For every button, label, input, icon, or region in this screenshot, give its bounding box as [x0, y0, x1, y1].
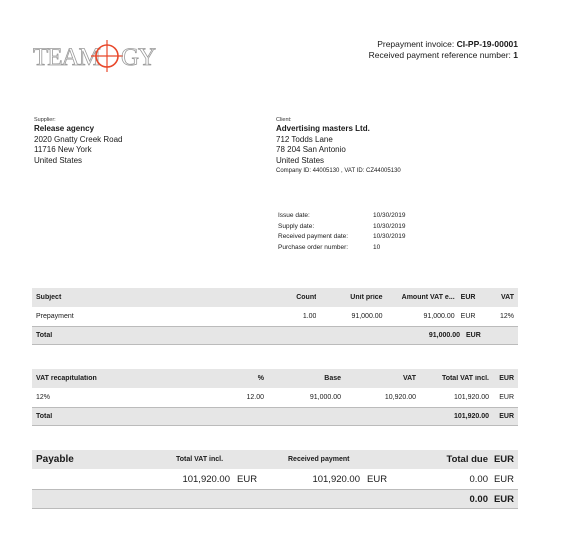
client-city: 78 204 San Antonio	[276, 145, 346, 154]
reference-number: 1	[513, 50, 518, 60]
payable-final-row	[32, 489, 518, 509]
col-subject: Subject	[36, 294, 62, 301]
supplier-block	[34, 116, 123, 166]
payable-header-row	[32, 450, 518, 469]
col-unit-price: Unit price	[350, 294, 383, 301]
vat-total-incl: 101,920.00	[453, 394, 489, 401]
client-street: 712 Todds Lane	[276, 134, 333, 144]
col-amount: Amount VAT e...	[401, 294, 455, 301]
final-due-value: 0.00	[469, 493, 488, 505]
col-vat-amount: VAT	[403, 375, 416, 382]
item-amount: 91,000.00	[423, 313, 455, 320]
col-percent: %	[257, 375, 264, 382]
vat-currency: EUR	[499, 394, 514, 401]
vat-total-currency: EUR	[499, 413, 514, 420]
col-base: Base	[324, 375, 341, 382]
items-table	[32, 288, 518, 345]
col-total-vat: Total VAT incl.	[441, 375, 489, 382]
reference-label: Received payment reference number:	[368, 50, 511, 60]
client-ids: Company ID: 44005130 , VAT ID: CZ44005130	[276, 168, 401, 174]
date-value: 10/30/2019	[373, 222, 406, 230]
items-total-row	[32, 326, 518, 345]
payable-table	[32, 450, 518, 509]
supplier-country: United States	[34, 155, 83, 165]
vat-percent: 12.00	[246, 394, 264, 401]
date-row	[278, 222, 406, 233]
supplier-street: 2020 Gnatty Creek Road	[34, 134, 123, 144]
client-name: Advertising masters Ltd.	[276, 124, 370, 133]
vat-total-amount: 101,920.00	[453, 413, 489, 420]
items-total-currency: EUR	[466, 332, 481, 339]
table-row	[32, 307, 518, 326]
items-total-label: Total	[36, 332, 53, 339]
col-payable-currency: EUR	[493, 454, 514, 465]
date-value: 10/30/2019	[373, 233, 406, 240]
company-logo	[33, 36, 163, 76]
payable-values-row	[32, 469, 518, 489]
logo-text-left: TEAM	[33, 44, 100, 71]
item-vat: 12%	[499, 313, 514, 320]
date-row	[278, 232, 406, 243]
invoice-header	[369, 39, 518, 61]
client-country: United States	[276, 155, 325, 165]
vat-header-row	[32, 369, 518, 388]
date-value: 10	[373, 243, 381, 251]
table-row	[32, 388, 518, 407]
payable-title: Payable	[36, 454, 74, 465]
logo-text-right: GY	[121, 44, 156, 71]
date-row	[278, 243, 406, 254]
received-payment-value: 101,920.00	[312, 473, 360, 485]
col-count: Count	[296, 294, 317, 301]
col-vat-currency: EUR	[499, 375, 514, 382]
received-payment-currency: EUR	[367, 473, 388, 485]
client-block	[276, 116, 401, 177]
col-payable-total-vat: Total VAT incl.	[176, 456, 224, 463]
col-currency: EUR	[460, 294, 476, 301]
vat-rate: 12%	[36, 394, 51, 401]
item-unit-price: 91,000.00	[351, 313, 383, 320]
vat-table	[32, 369, 518, 426]
final-due-currency: EUR	[493, 493, 514, 505]
item-count: 1.00	[302, 313, 317, 320]
col-received-payment: Received payment	[288, 456, 350, 463]
supplier-city: 11716 New York	[34, 145, 92, 154]
date-label: Received payment date:	[278, 233, 349, 240]
date-label: Supply date:	[278, 222, 315, 230]
col-vat: VAT	[501, 294, 514, 301]
client-caption: Client:	[276, 117, 292, 123]
col-total-due: Total due	[446, 454, 488, 465]
date-value: 10/30/2019	[373, 212, 406, 219]
reference-number-line	[369, 50, 518, 61]
total-due-value: 0.00	[469, 473, 488, 485]
date-label: Purchase order number:	[278, 243, 349, 251]
date-label: Issue date:	[278, 212, 310, 219]
total-due-currency: EUR	[493, 473, 514, 485]
col-vat-recap: VAT recapitulation	[36, 375, 97, 382]
payable-total-vat-value: 101,920.00	[182, 473, 230, 485]
vat-total-row	[32, 407, 518, 426]
supplier-caption: Supplier:	[34, 117, 56, 123]
supplier-name: Release agency	[34, 124, 95, 133]
invoice-label: Prepayment invoice:	[377, 39, 455, 49]
items-total-amount: 91,000.00	[428, 332, 460, 339]
payable-total-vat-currency: EUR	[237, 473, 258, 485]
item-currency: EUR	[460, 313, 476, 320]
vat-base: 91,000.00	[309, 394, 341, 401]
item-subject: Prepayment	[36, 313, 74, 320]
dates-block	[278, 211, 406, 253]
vat-total-label: Total	[36, 413, 53, 420]
vat-amount: 10,920.00	[384, 394, 416, 401]
date-row	[278, 211, 406, 222]
items-header-row	[32, 288, 518, 307]
invoice-number-line	[369, 39, 518, 50]
invoice-number: CI-PP-19-00001	[456, 39, 518, 49]
